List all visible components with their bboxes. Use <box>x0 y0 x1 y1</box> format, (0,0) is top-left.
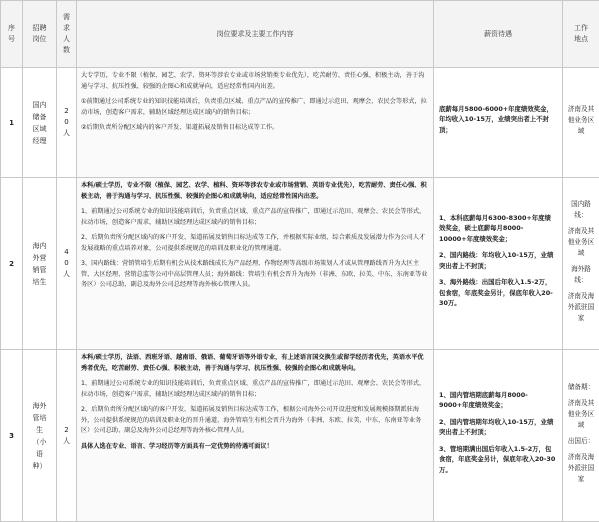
location-text: 储备期： <box>567 382 595 391</box>
row-requirements <box>77 68 434 178</box>
row-location <box>563 178 599 350</box>
row-location <box>563 68 599 178</box>
location-text: 济南及海外派驻国家 <box>567 291 595 322</box>
location-text: 济南及其他业务区域 <box>567 398 595 429</box>
requirement-text: 具体人选在专业、语言、学习经历等方面具有一定优势的待遇可面议！ <box>81 442 273 450</box>
row-position: 国内储备区域经理 <box>23 68 57 178</box>
header-requirements: 岗位要求及主要工作内容 <box>77 1 434 68</box>
location-text: 济南及海外派驻国家 <box>567 452 595 483</box>
salary-text: 2、国内管培期年均收入10-15万，业绩突出者上不封顶； <box>439 417 554 437</box>
requirement-text: 3、国内路线：营销管培生后期有机会从技术路线成长为产品经理、作物经理等高级市场策划人才或从管理路线晋升为大区主管、大区经理、营销总监等公司中高层管理人员；海外路线：管培生有机会晋升为海外（非洲、东欧、拉美、中东、东南亚等业务区）公司总助、副总及海外公司总经理等海外核心管理人员。 <box>81 260 428 288</box>
table-row <box>1 350 599 522</box>
table-row <box>1 68 599 178</box>
row-position: 海外管培生（小语种） <box>23 350 57 522</box>
row-index: 2 <box>1 178 23 350</box>
row-count: 2人 <box>57 350 77 522</box>
row-index: 3 <box>1 350 23 522</box>
row-requirements <box>77 350 434 522</box>
salary-text: 1、本科底薪每月6300-8300+年度绩效奖金，硕士底薪每月8000-10000+年度绩效奖金； <box>439 213 551 243</box>
header-count: 需求人数 <box>57 1 77 68</box>
location-text: 济南及其他业务区域 <box>567 226 595 257</box>
row-salary <box>434 350 563 522</box>
requirement-text: 本科/硕士学历，法语、西班牙语、越南语、俄语、葡萄牙语等外语专业，有上述语言国交换生或留学经历者优先，英语水平优秀者优先，吃苦耐劳、责任心强、积极主动，善于沟通与学习、抗压性强、较强的企图心和成就导向。 <box>81 354 424 372</box>
location-text: 国内路线： <box>571 199 591 219</box>
header-salary: 薪资待遇 <box>434 1 563 68</box>
header-location: 工作地点 <box>563 1 599 68</box>
requirement-text: 本科/硕士学历，专业不限（植保、园艺、农学、植科、资环等涉农专业或市场营销、英语专业优先），吃苦耐劳、责任心强、积极主动，善于沟通与学习、抗压性强、较强的企图心和成就导向，适应经常性国内出差。 <box>81 182 427 200</box>
location-text: 出国后： <box>567 436 595 445</box>
row-salary <box>434 178 563 350</box>
row-count: 40人 <box>57 178 77 350</box>
header-row <box>1 1 599 68</box>
header-position: 招聘岗位 <box>23 1 57 68</box>
salary-text: 底薪每月5800-6000+年度绩效奖金，年均收入10-15万，业绩突出者上不封顶； <box>439 104 553 134</box>
salary-text: 2、国内路线：年均收入10-15万，业绩突出者上不封顶； <box>439 251 554 270</box>
salary-text: 1、国内管培期底薪每月8000-9000+年度绩效奖金； <box>439 390 528 410</box>
table-row <box>1 178 599 350</box>
header-index: 序号 <box>1 1 23 68</box>
salary-text: 3、管培期满出国后年收入1.5-2万，包食宿，年底奖金另计，保底年收入20-30万。 <box>439 444 556 474</box>
requirement-text: 1、前期通过公司系统专业的知识技能培训后，负责重点区域、重点产品的宣传推广，即通过示范田、观摩会、农民会等形式，拉动市场，创造客户需求，辅助区域经理达成区域内的销售目标； <box>81 208 426 226</box>
row-salary <box>434 68 563 178</box>
row-index: 1 <box>1 68 23 178</box>
requirement-text: 2、后期负责所分配区域内的客户开发、渠道拓展及销售目标达成等工作，根据公司海外公司开设进度和发展规模择期派驻海外，公司提供系统规范的培训及职业化的晋升通道，海外管培生有机会晋升为海外（非洲、东欧、拉美、中东、东南亚等业务区）公司总助、副总及海外公司总经理等海外核心管理人员。 <box>81 406 422 434</box>
requirement-text: 1、前期通过公司系统专业的知识技能培训后，负责重点区域、重点产品的宣传推广，即通过示范田、观摩会、农民会等形式，拉动市场，创造客户需求，辅助区域经理达成区域内的销售目标； <box>81 380 426 398</box>
row-location <box>563 350 599 522</box>
row-position: 海内外营销管培生 <box>23 178 57 350</box>
location-text: 济南及其他业务区域 <box>567 104 595 135</box>
row-requirements <box>77 178 434 350</box>
row-count: 20人 <box>57 68 77 178</box>
salary-text: 3、海外路线：出国后年收入1.5-2万，包食宿，年底奖金另计，保底年收入20-30万。 <box>439 278 553 307</box>
requirement-text: ①前期通过公司系统专业的知识技能培训后，负责重点区域、重点产品的宣传推广，即通过示范田、观摩会、农民会等形式，拉动市场，创造客户需求，辅助区域经理达成区域内的销售目标； <box>81 98 427 116</box>
requirement-text: 2、后期负责所分配区域内的客户开发、渠道拓展及销售目标达成等工作，并根据实际业绩、综合素质及发展潜力作为公司人才发展战略的重点培养对象，公司提供系统规范的培训及职业化的管理通道。 <box>81 234 426 252</box>
location-text: 海外路线： <box>571 264 591 284</box>
requirement-text: ②后期负责所分配区域内的客户开发、渠道拓展及销售目标达成等工作。 <box>81 124 279 131</box>
requirement-text: 大专学历，专业不限（植保、园艺、农学、资环等涉农专业或市场营销类专业优先），吃苦耐劳、责任心强、积极主动，善于沟通与学习、抗压性强、较强的企图心和成就导向，适应经常性国内出差。 <box>81 72 425 90</box>
